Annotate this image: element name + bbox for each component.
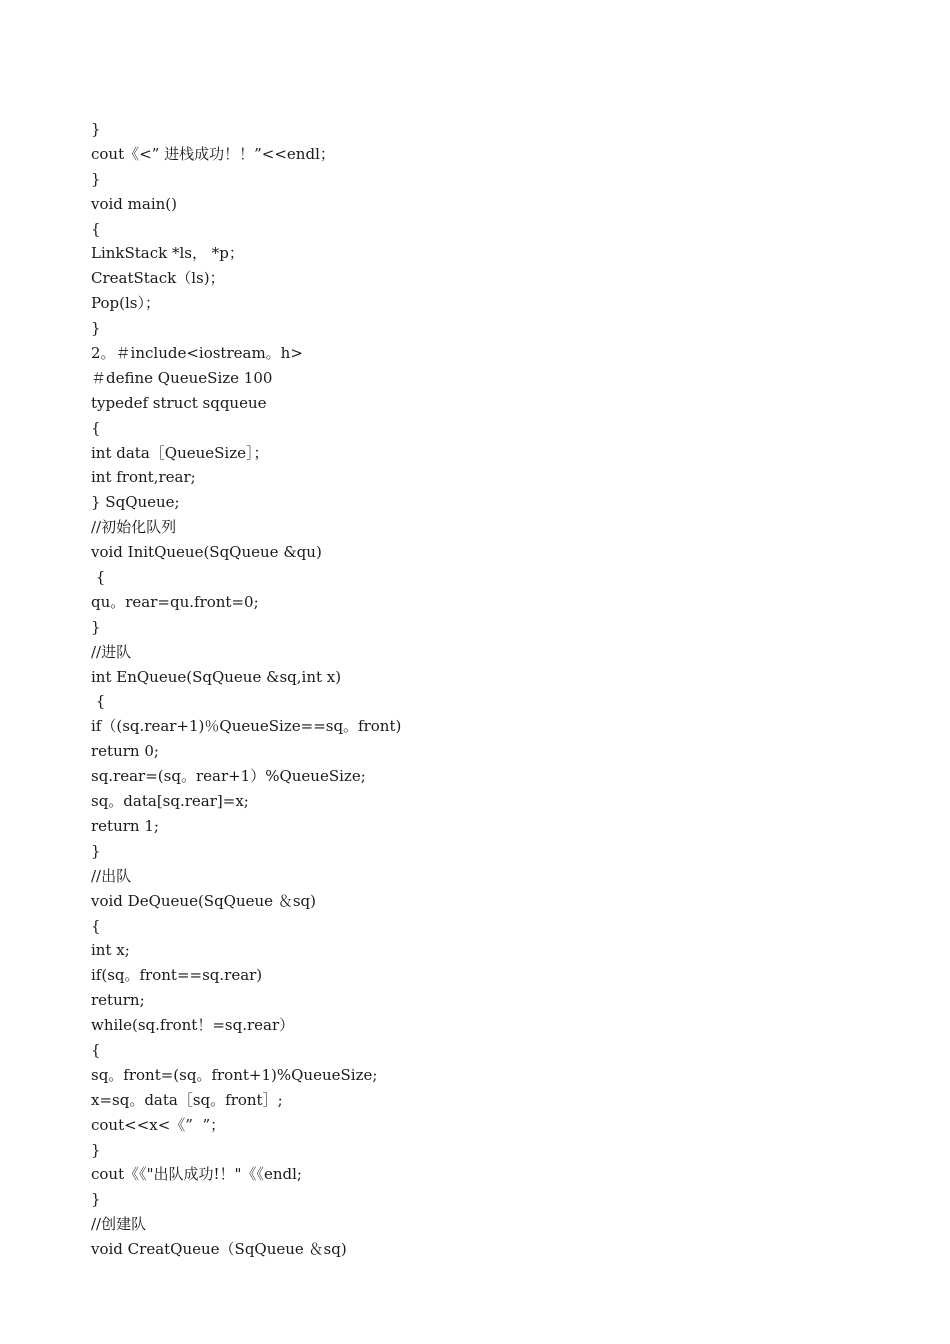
code-line: return;: [91, 991, 145, 1010]
code-line: return 1;: [91, 816, 159, 835]
code-line: cout《《"出队成功!！"《《endl;: [91, 1165, 302, 1184]
code-line: 2。＃include<iostream。h>: [91, 344, 303, 363]
code-line: cout《<” 进栈成功！！”<<endl；: [91, 144, 335, 163]
code-line: {: [91, 418, 101, 437]
code-comment: //进队: [91, 642, 132, 661]
code-comment: //初始化队列: [91, 518, 177, 537]
code-line: {: [91, 568, 106, 587]
code-line: }: [91, 1190, 101, 1209]
code-line: }: [91, 617, 101, 636]
code-line: CreatStack（ls)；: [91, 269, 225, 288]
code-line: sq。data[sq.rear]=x;: [91, 792, 249, 811]
code-line: {: [91, 916, 101, 935]
code-line: int x;: [91, 941, 130, 960]
code-line: }: [91, 841, 101, 860]
code-line: {: [91, 1040, 101, 1059]
code-line: {: [91, 692, 106, 711]
code-line: void DeQueue(SqQueue ＆sq): [91, 891, 316, 910]
code-line: }: [91, 319, 101, 338]
code-line: return 0;: [91, 742, 159, 761]
code-comment: //出队: [91, 866, 132, 885]
code-line: x=sq。data［sq。front］;: [91, 1090, 283, 1109]
code-line: void main(): [91, 194, 178, 213]
code-line: int data［QueueSize］；: [91, 443, 269, 462]
code-line: }: [91, 169, 101, 188]
code-line: }: [91, 120, 101, 138]
code-line: sq。front=(sq。front+1)%QueueSize;: [91, 1065, 378, 1084]
code-listing: [91, 117, 911, 1262]
code-line: if（(sq.rear+1)％QueueSize==sq。front): [91, 717, 402, 736]
code-line: typedef struct sqqueue: [91, 393, 267, 412]
code-line: cout<<x<《” ”；: [91, 1115, 226, 1134]
code-line: qu。rear=qu.front=0;: [91, 592, 259, 611]
code-line: void InitQueue(SqQueue &qu): [91, 543, 322, 562]
code-line: ＃define QueueSize 100: [91, 368, 273, 387]
code-line: if(sq。front==sq.rear): [91, 966, 263, 985]
code-line: int EnQueue(SqQueue &sq,int x): [91, 667, 342, 686]
code-line: sq.rear=(sq。rear+1）%QueueSize;: [91, 767, 366, 786]
code-line: }: [91, 1140, 101, 1159]
code-line: void CreatQueue（SqQueue ＆sq): [91, 1240, 347, 1259]
code-line: Pop(ls）；: [91, 294, 160, 313]
code-line: {: [91, 219, 101, 238]
code-line: LinkStack *ls， *p；: [91, 244, 244, 263]
code-line: while(sq.front！=sq.rear）: [91, 1016, 295, 1035]
code-comment: //创建队: [91, 1215, 147, 1234]
code-line: } SqQueue;: [91, 493, 180, 512]
code-line: int front,rear;: [91, 468, 196, 487]
